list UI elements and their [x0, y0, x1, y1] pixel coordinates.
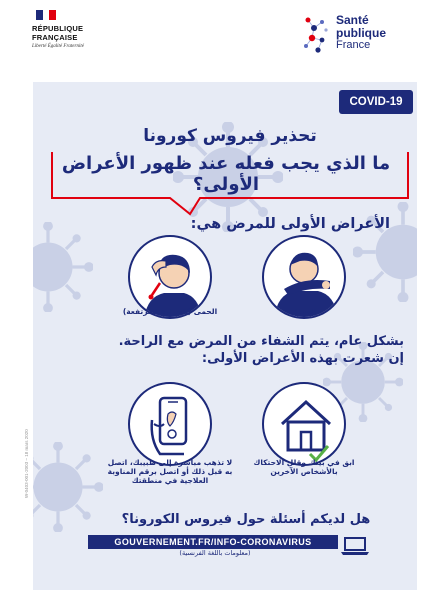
call-doctor-illustration: [128, 382, 212, 466]
info-url-link[interactable]: GOUVERNEMENT.FR/INFO-CORONAVIRUS: [88, 535, 338, 549]
call-doctor-line1: لا تذهب مباشرة إلى طبيبك، اتصل: [107, 458, 233, 467]
rf-motto: Liberté Égalité Fraternité: [32, 44, 84, 49]
french-flag-icon: [36, 10, 56, 20]
stay-home-illustration: [262, 382, 346, 466]
symptom-caption-fever: الحمى (الحرارة المرتفعة): [122, 307, 218, 316]
if-symptoms-line: إن شعرت بهذه الأعراض الأولى:: [201, 351, 404, 366]
call-doctor-line3: العلاجية في منطقتك: [131, 476, 209, 485]
url-language-note: (معلومات باللغة الفرنسية): [179, 549, 251, 557]
laptop-icon: [340, 536, 370, 556]
virus-icon: [33, 442, 103, 532]
virus-icon: [33, 222, 93, 312]
stay-home-line1: ابق في بيتك وقلل الاحتكاك: [253, 458, 355, 467]
sante-publique-france-logo: [300, 12, 400, 62]
house-icon: [264, 384, 346, 466]
call-doctor-caption: [96, 458, 244, 485]
stay-home-line2: بالأشخاص الآخرين: [270, 467, 338, 476]
page-header: [0, 0, 424, 82]
symptoms-heading: الأعراض الأولى للمرض هي:: [190, 216, 390, 232]
rf-name: RÉPUBLIQUE FRANÇAISE: [32, 24, 84, 42]
sante-publique-dots-icon: [300, 14, 334, 58]
covid-badge: COVID-19: [339, 90, 413, 114]
recovery-info: [44, 333, 404, 367]
sp-line2: publique: [336, 25, 386, 40]
sp-line3: France: [336, 39, 371, 51]
symptom-caption-cough: السعال: [290, 307, 318, 316]
recovery-line: بشكل عام، يتم الشفاء من المرض مع الراحة.: [118, 334, 404, 349]
call-doctor-line2: به قبل ذلك أو اتصل برقم المناوبة: [107, 467, 233, 476]
warning-title: تحذير فيروس كورونا: [143, 126, 317, 146]
main-question: ما الذي يجب فعله عند ظهور الأعراض الأولى؟: [61, 153, 391, 195]
sp-line1: Santé: [336, 13, 369, 27]
phone-icon: [130, 384, 212, 466]
document-code: W-0403-001-2003 – 18 mars 2020: [24, 429, 29, 498]
questions-cta: هل لديكم أسئلة حول فيروس الكورونا؟: [121, 512, 371, 527]
stay-home-caption: [246, 458, 362, 476]
